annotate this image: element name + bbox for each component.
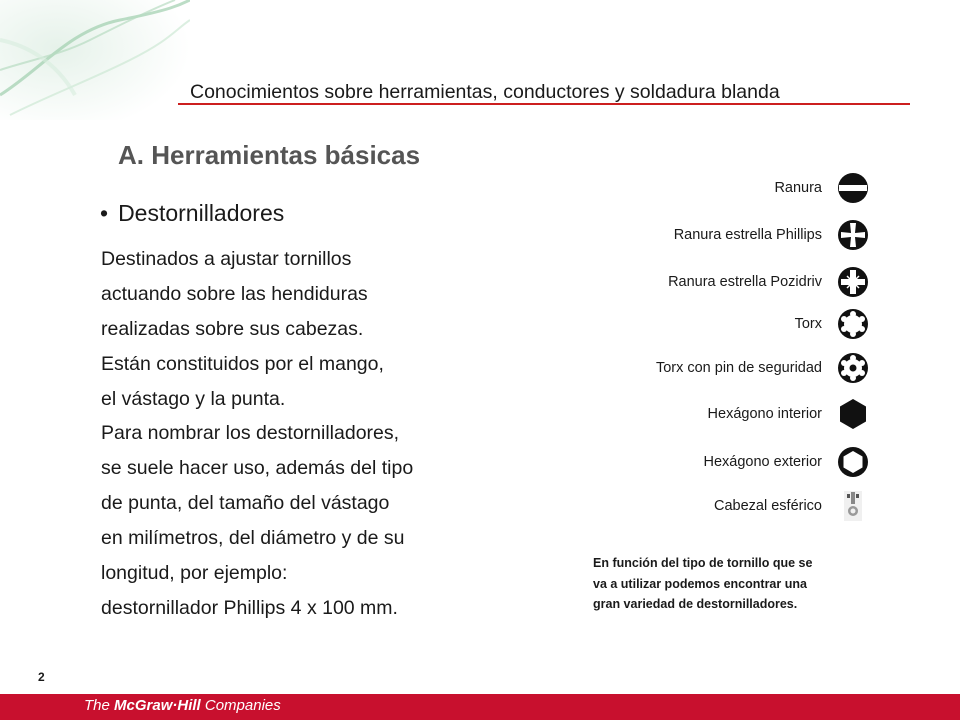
body-line: se suele hacer uso, además del tipo [101, 457, 414, 480]
body-line: destornillador Phillips 4 x 100 mm. [101, 596, 398, 619]
tip-hex-exterior [704, 442, 871, 482]
tip-torx [795, 304, 870, 344]
section-title: A. Herramientas básicas [118, 140, 421, 170]
body-line: Están constituidos por el mango, [101, 352, 384, 375]
tip-label: Ranura [774, 180, 822, 196]
tip-pozidriv [668, 262, 870, 302]
body-line: en milímetros, del diámetro y de su [101, 527, 405, 550]
page-number: 2 [38, 670, 45, 684]
body-text [101, 247, 413, 631]
decorative-swirl [0, 0, 190, 120]
phillips-icon [836, 218, 870, 252]
pozidriv-icon [836, 265, 870, 299]
tips-note [593, 555, 893, 617]
body-line: longitud, por ejemplo: [101, 562, 288, 585]
note-line: En función del tipo de tornillo que se [593, 556, 813, 570]
bullet-label: Destornilladores [118, 200, 285, 226]
hex-interior-icon [836, 397, 870, 431]
tip-hex-interior [708, 394, 870, 434]
body-line: Para nombrar los destornilladores, [101, 422, 400, 445]
body-line: de punta, del tamaño del vástago [101, 492, 390, 515]
publisher-logo [84, 697, 281, 714]
torx-icon [836, 307, 870, 341]
hex-exterior-icon [836, 445, 870, 479]
tip-label: Hexágono exterior [703, 454, 822, 470]
body-line: realizadas sobre sus cabezas. [101, 317, 364, 340]
tip-label: Torx [794, 316, 822, 332]
footer-bar [0, 694, 960, 720]
logo-suffix: Companies [200, 697, 281, 714]
tip-label: Torx con pin de seguridad [655, 360, 822, 376]
header-divider [178, 103, 910, 105]
bullet-marker: • [100, 200, 109, 226]
torx-security-icon [836, 351, 870, 385]
header-title: Conocimientos sobre herramientas, conductores y soldadura blanda [190, 81, 780, 103]
tip-ball-head [714, 486, 870, 526]
note-line: va a utilizar podemos encontrar una [593, 576, 807, 591]
body-line: Destinados a ajustar tornillos [101, 248, 352, 270]
bullet-heading [100, 200, 284, 227]
tip-phillips [674, 215, 870, 255]
tip-label: Ranura estrella Phillips [673, 227, 822, 243]
body-line: actuando sobre las hendiduras [101, 282, 368, 305]
body-line: el vástago y la punta. [101, 387, 286, 410]
logo-brand: McGraw·Hill [114, 697, 201, 714]
tip-label: Hexágono interior [707, 406, 822, 422]
tip-slot [774, 168, 870, 208]
tip-label: Ranura estrella Pozidriv [668, 274, 822, 290]
tip-torx-security [656, 348, 870, 388]
ball-head-icon [836, 489, 870, 523]
slot-icon [836, 171, 870, 205]
note-line: gran variedad de destornilladores. [593, 597, 798, 611]
logo-prefix: The [84, 697, 115, 714]
tip-label: Cabezal esférico [714, 498, 822, 514]
